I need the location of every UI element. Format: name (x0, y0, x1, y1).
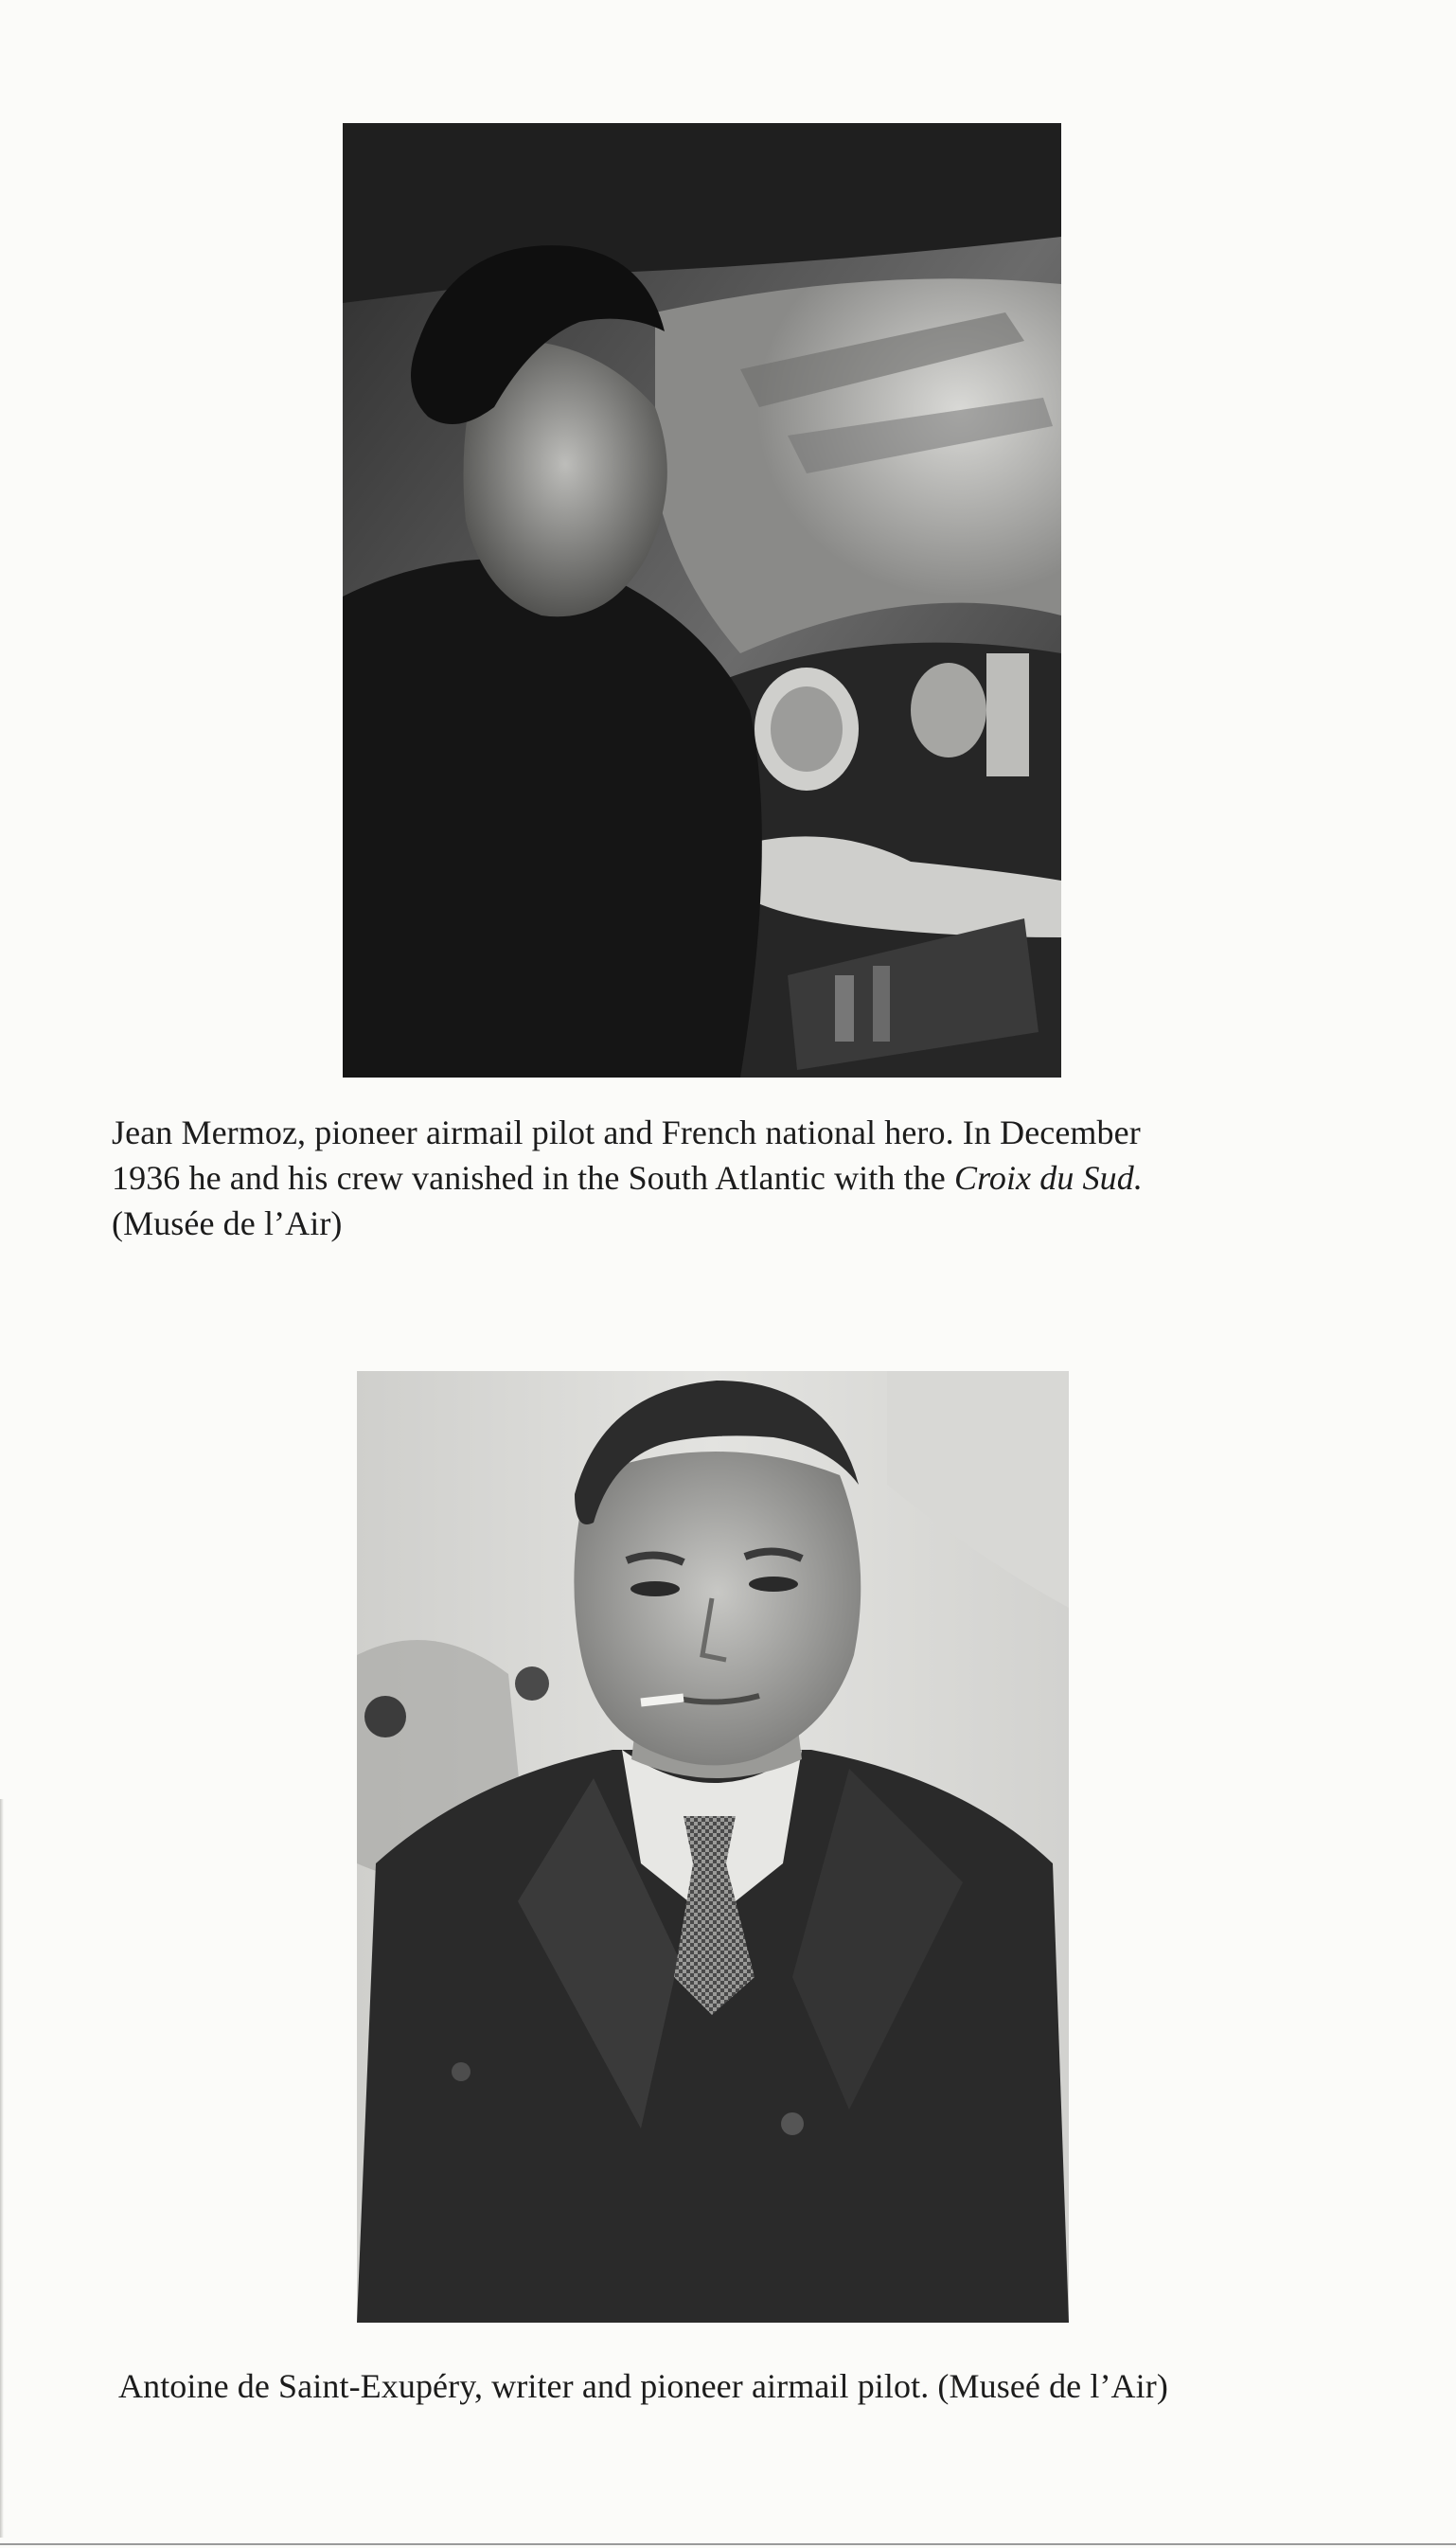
mermoz-caption-credit: (Musée de l’Air) (112, 1204, 343, 1242)
page-edge-shadow (0, 1799, 4, 2538)
mermoz-caption-line-2-text: 1936 he and his crew vanished in the South Atlantic with the (112, 1159, 954, 1197)
aircraft-name: Croix du Sud. (953, 1159, 1143, 1197)
mermoz-caption-line-1: Jean Mermoz, pioneer airmail pilot and French national hero. In December (112, 1114, 1141, 1151)
mermoz-caption-line-2 (112, 1155, 1342, 1201)
mermoz-photograph (343, 123, 1061, 1078)
saint-exupery-photograph (357, 1371, 1069, 2323)
saint-exupery-caption: Antoine de Saint-Exupéry, writer and pioneer airmail pilot. (Museé de l’Air) (118, 2367, 1168, 2405)
page-bottom-edge (0, 2543, 1456, 2545)
mermoz-photo-illustration (343, 123, 1061, 1078)
saint-exupery-photo-illustration (357, 1371, 1069, 2323)
mermoz-caption (112, 1110, 1342, 1246)
